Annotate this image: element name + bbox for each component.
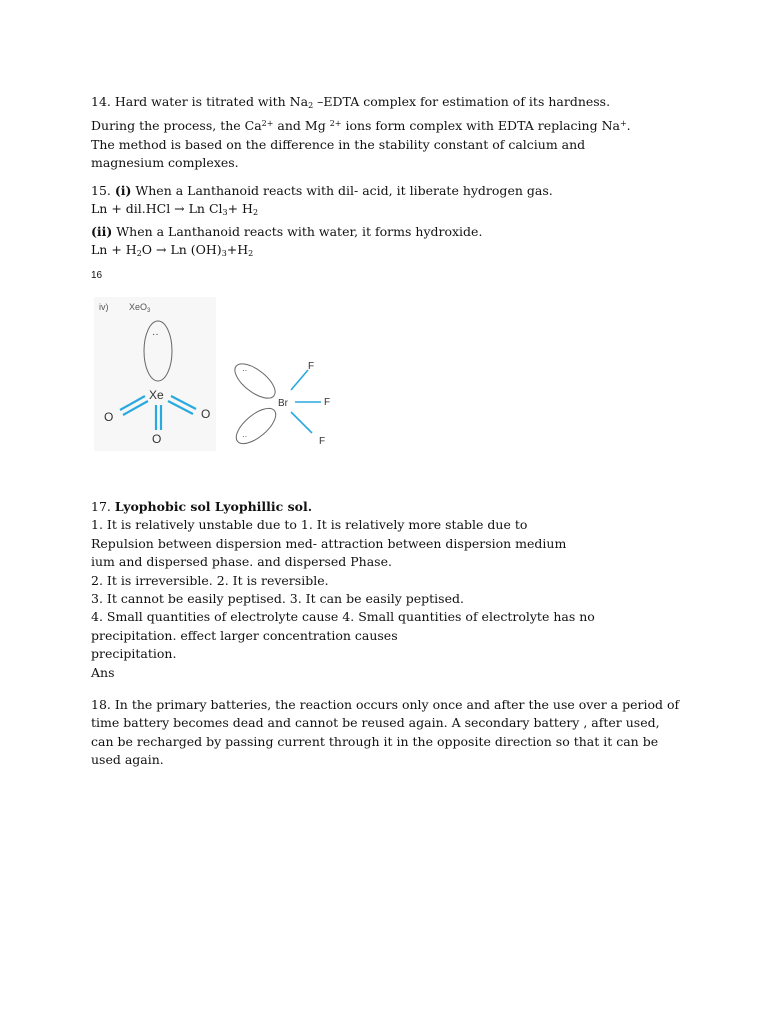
fluorine-atom-upper: F: [308, 361, 315, 372]
q17-line: 1. It is relatively unstable due to 1. It is relatively more stable due to: [91, 517, 528, 533]
question-18: [91, 696, 691, 770]
q17-line: precipitation.: [91, 646, 177, 662]
q17-line: Ans: [91, 664, 115, 680]
q15-line-1: 15. (i) When a Lanthanoid reacts with dil- acid, it liberate hydrogen gas.: [91, 183, 553, 198]
question-14: [91, 93, 691, 173]
question-15: [91, 182, 691, 264]
brf3-lone-pair-lobe-lower: [231, 402, 282, 450]
q14-line-1: 14. Hard water is titrated with $Na_2$ –EDTA complex for estimation of its hardness.: [91, 94, 611, 110]
fluorine-atom-lower: F: [319, 436, 326, 447]
oxygen-atom-left: O: [104, 410, 114, 424]
brf3-lone-pair-dots-upper: ··: [242, 366, 248, 375]
question-16-number: 16: [91, 270, 103, 281]
oxygen-atom-bottom: O: [152, 432, 162, 446]
br-f-bond-upper: [291, 370, 308, 390]
molecular-structures-figure: [88, 293, 348, 453]
q14-line-2: During the process, the $Ca^{2+}$ and Mg $^{2+}$ ions form complex with EDTA replacing Na+.: [91, 118, 631, 134]
q18-line: can be recharged by passing current through it in the opposite direction so that it can be: [91, 733, 659, 749]
q14-line-4: magnesium complexes.: [91, 155, 239, 171]
q17-line: precipitation. effect larger concentration causes: [91, 627, 398, 643]
oxygen-atom-right: O: [201, 407, 211, 421]
label-xeo3: XeO$_3$: [129, 302, 151, 314]
q15-equation-2: $Ln + H_2O \to Ln$ $(OH)_3+H_2$: [91, 242, 254, 259]
q17-heading: 17. Lyophobic sol Lyophillic sol.: [91, 499, 313, 514]
q17-line: ium and dispersed phase. and dispersed Phase.: [91, 554, 392, 570]
br-atom-label: Br: [278, 398, 288, 409]
q15-equation-1: Ln + dil.HCl → Ln $Cl_3+ H_2$: [91, 201, 259, 218]
q17-line: 3. It cannot be easily peptised. 3. It can be easily peptised.: [91, 591, 464, 607]
fluorine-atom-middle: F: [324, 397, 331, 408]
q14-line-3: The method is based on the difference in the stability constant of calcium and: [91, 136, 586, 152]
q15-line-3: (ii) When a Lanthanoid reacts with water, it forms hydroxide.: [91, 223, 483, 239]
q18-line: 18. In the primary batteries, the reaction occurs only once and after the use over a period of: [91, 697, 680, 712]
q18-line: used again.: [91, 752, 164, 768]
brf3-lone-pair-lobe-upper: [229, 358, 280, 405]
xe-atom-label: Xe: [149, 388, 164, 402]
q17-line: 4. Small quantities of electrolyte cause 4. Small quantities of electrolyte has no: [91, 609, 595, 625]
brf3-lone-pair-dots-lower: ··: [242, 432, 248, 441]
q17-line: 2. It is irreversible. 2. It is reversible.: [91, 572, 329, 588]
label-iv: iv): [99, 302, 109, 312]
xeo3-lone-pair-dots: ··: [152, 329, 159, 340]
br-f-bond-lower: [291, 412, 312, 433]
q18-line: time battery becomes dead and cannot be reused again. A secondary battery , after used,: [91, 715, 660, 731]
q17-line: Repulsion between dispersion med- attraction between dispersion medium: [91, 535, 567, 551]
question-17: [91, 498, 691, 682]
